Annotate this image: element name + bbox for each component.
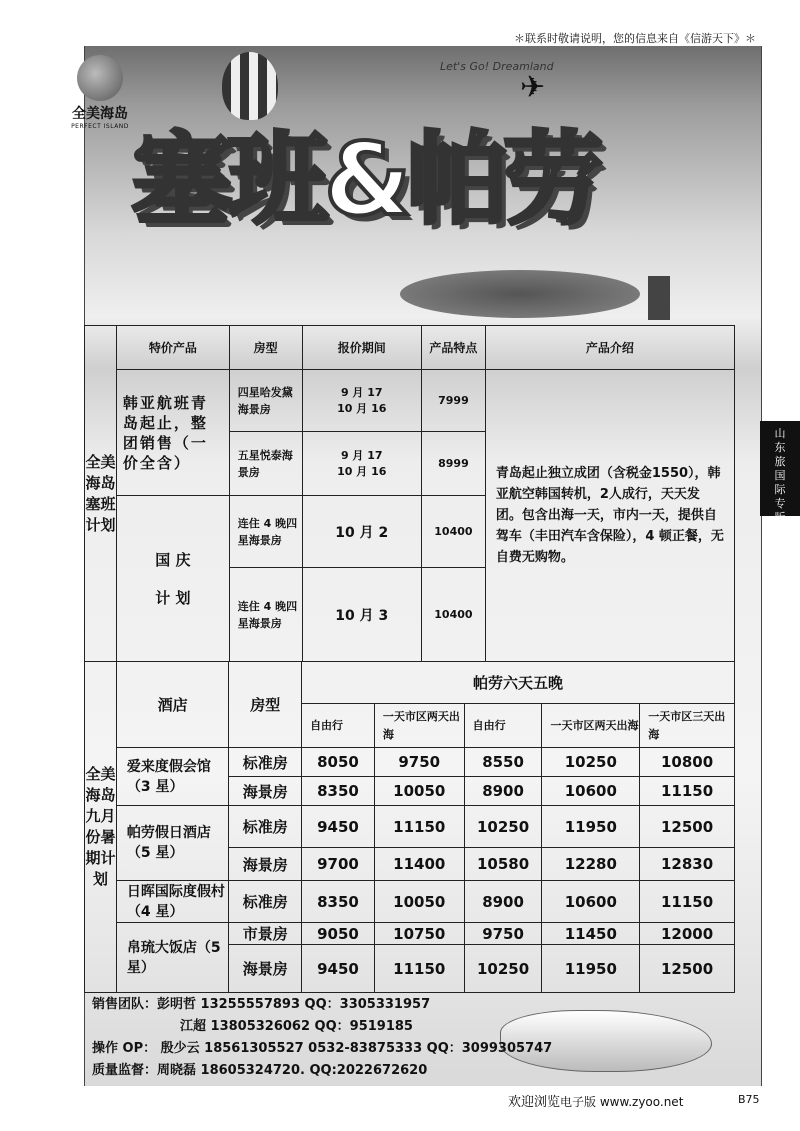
room-type: 连住 4 晚四星海景房 [229, 496, 302, 568]
saipan-table [84, 325, 735, 662]
col-header: 报价期间 [302, 326, 421, 370]
brand-logo [60, 55, 140, 130]
logo-name: 全美海岛 [72, 106, 128, 122]
footer-edition: 电子版 [560, 1095, 597, 1109]
period: 10 月 3 [302, 568, 421, 662]
room-type: 连住 4 晚四星海景房 [229, 568, 302, 662]
price: 10050 [374, 777, 464, 806]
price: 9750 [464, 923, 542, 945]
price: 12830 [640, 848, 735, 881]
contact-sales-2: 江超 13805326062 QQ：9519185 [180, 1019, 413, 1034]
price: 10600 [542, 881, 640, 923]
banner-title: 塞班&帕劳 [132, 121, 600, 238]
option-header: 自由行 [464, 704, 542, 748]
period: 9 月 17 10 月 16 [302, 432, 421, 496]
price: 10050 [374, 881, 464, 923]
price: 10800 [640, 748, 735, 777]
price: 12500 [640, 806, 735, 848]
hotel-name: 帛琉大饭店（5 星） [116, 923, 229, 993]
price: 9050 [302, 923, 375, 945]
page-number: B75 [738, 1093, 760, 1106]
col-header: 房型 [229, 326, 302, 370]
room-type: 标准房 [229, 806, 302, 848]
price: 11450 [542, 923, 640, 945]
price: 8050 [302, 748, 375, 777]
product-intro: 青岛起止独立成团（含税金1550），韩亚航空韩国转机，2人成行，天天发团。包含出海一天，市内一天，提供自驾车（丰田汽车含保险），4 顿正餐，无自费无购物。 [485, 370, 734, 662]
price: 9450 [302, 945, 375, 993]
price: 10750 [374, 923, 464, 945]
price: 10580 [464, 848, 542, 881]
period: 10 月 2 [302, 496, 421, 568]
palau-title: 帕劳六天五晚 [302, 662, 735, 704]
room-type: 海景房 [229, 777, 302, 806]
col-header-room: 房型 [229, 662, 302, 748]
windmill-icon [648, 276, 670, 320]
price: 11950 [542, 945, 640, 993]
col-header-hotel: 酒店 [116, 662, 229, 748]
logo-english: PERFECT ISLAND [71, 123, 129, 130]
option-header: 一天市区两天出海 [374, 704, 464, 748]
room-type: 四星哈发黛海景房 [229, 370, 302, 432]
swan-logo-icon [77, 55, 123, 101]
product-name: 韩亚航班青岛起止，整团销售（一价全含） [116, 370, 229, 496]
option-header: 一天市区两天出海 [542, 704, 640, 748]
room-type: 标准房 [229, 881, 302, 923]
contact-list [92, 994, 552, 1082]
contact-sales: 销售团队：彭明哲 13255557893 QQ：3305331957 [92, 997, 431, 1012]
price: 7999 [422, 370, 486, 432]
price: 8900 [464, 777, 542, 806]
price: 10250 [464, 945, 542, 993]
room-type: 五星悦泰海景房 [229, 432, 302, 496]
price: 8350 [302, 881, 375, 923]
biplane-icon: ✈ [520, 70, 546, 105]
price: 8550 [464, 748, 542, 777]
price: 10250 [542, 748, 640, 777]
col-header: 产品介绍 [485, 326, 734, 370]
price: 9700 [302, 848, 375, 881]
hot-air-balloon-icon [222, 52, 278, 120]
footer [508, 1091, 683, 1110]
price: 10400 [422, 496, 486, 568]
option-header: 一天市区三天出海 [640, 704, 735, 748]
palau-table [84, 661, 735, 993]
palau-side-title: 全美海岛九月份暑期计划 [85, 662, 117, 993]
price: 8900 [464, 881, 542, 923]
price: 10400 [422, 568, 486, 662]
contact-quality: 质量监督：周晓磊 18605324720. QQ:2022672620 [92, 1063, 428, 1078]
saipan-side-title: 全美海岛塞班计划 [85, 326, 117, 662]
price: 11150 [640, 777, 735, 806]
price: 11950 [542, 806, 640, 848]
source-note: ＊联系时敬请说明，您的信息来自《信游天下》＊ [514, 32, 756, 45]
hotel-name: 爱来度假会馆（3 星） [116, 748, 229, 806]
contact-operator: 操作 OP： 殷少云 18561305527 0532-83875333 QQ：3099305747 [92, 1041, 553, 1056]
price: 12000 [640, 923, 735, 945]
room-type: 海景房 [229, 945, 302, 993]
hotel-name: 日晖国际度假村（4 星） [116, 881, 229, 923]
price: 9750 [374, 748, 464, 777]
price: 10600 [542, 777, 640, 806]
col-header: 特价产品 [116, 326, 229, 370]
price: 11150 [374, 806, 464, 848]
hotel-name: 帕劳假日酒店（5 星） [116, 806, 229, 881]
room-type: 市景房 [229, 923, 302, 945]
section-tab: 山 东 旅 国 际 专 版 [760, 421, 800, 516]
price: 11150 [374, 945, 464, 993]
price: 9450 [302, 806, 375, 848]
price: 11400 [374, 848, 464, 881]
room-type: 标准房 [229, 748, 302, 777]
price: 8999 [422, 432, 486, 496]
col-header: 产品特点 [422, 326, 486, 370]
room-type: 海景房 [229, 848, 302, 881]
price: 8350 [302, 777, 375, 806]
price: 10250 [464, 806, 542, 848]
price: 12500 [640, 945, 735, 993]
island-illustration [400, 270, 640, 318]
price: 11150 [640, 881, 735, 923]
period: 9 月 17 10 月 16 [302, 370, 421, 432]
option-header: 自由行 [302, 704, 375, 748]
slogan: Let's Go! Dreamland [440, 60, 554, 73]
product-name: 国 庆 计 划 [116, 496, 229, 662]
price: 12280 [542, 848, 640, 881]
footer-url[interactable]: www.zyoo.net [599, 1095, 684, 1109]
footer-welcome: 欢迎浏览 [508, 1095, 561, 1110]
